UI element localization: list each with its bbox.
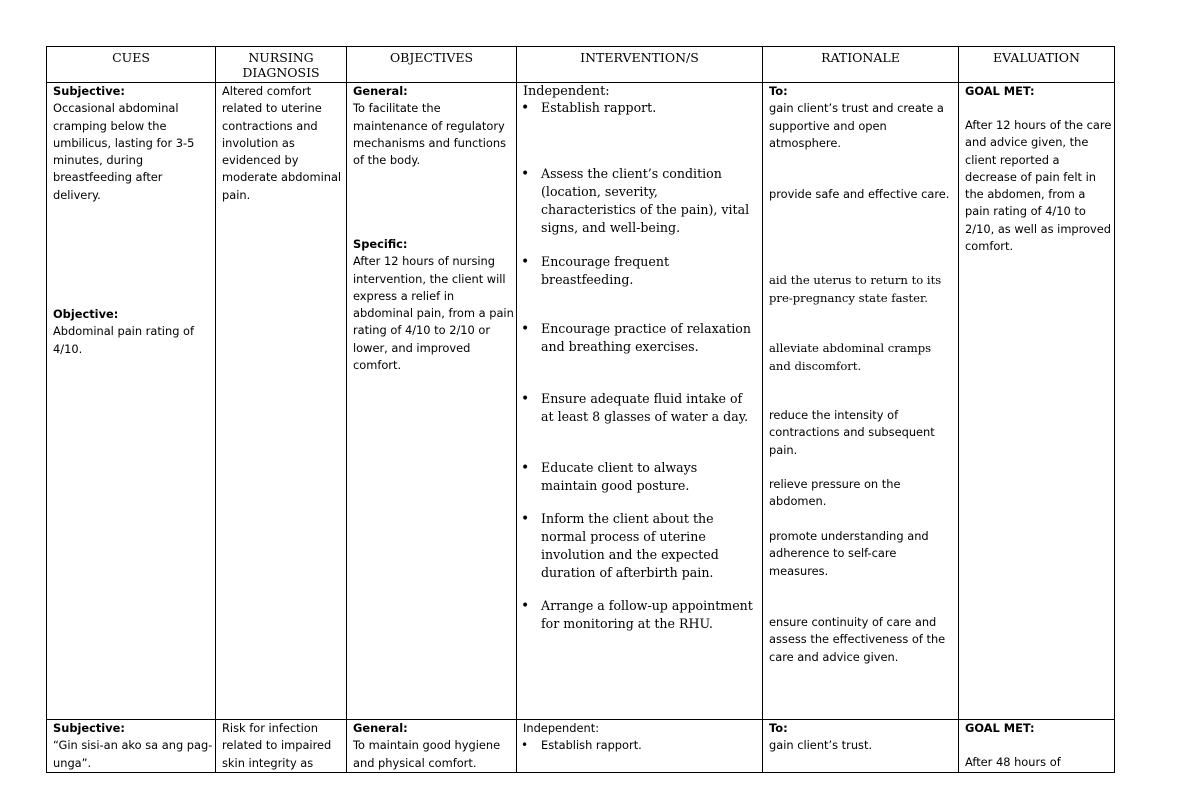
objective-text: Abdominal pain rating of 4/10.: [53, 324, 195, 356]
evaluation-cell: [959, 83, 1115, 720]
goal-met-label: GOAL MET:: [965, 84, 1035, 98]
rationale-item: relieve pressure on the abdomen.: [769, 477, 901, 509]
table-row: [47, 720, 1115, 773]
list-item: • Inform the client about the normal process of uterine involution and the expected duration of afterbirth pain.: [521, 511, 719, 580]
bullet-icon: •: [521, 254, 530, 270]
specific-label: Specific:: [353, 237, 408, 251]
subjective-text: “Gin sisi-an ako sa ang pag-unga”.: [53, 738, 213, 770]
goal-met-label: GOAL MET:: [965, 721, 1035, 735]
list-item: • Arrange a follow-up appointment for monitoring at the RHU.: [521, 598, 753, 631]
evaluation-text: After 12 hours of the care and advice given, the client reported a decrease of pain felt in the abdomen, from a pain rating of 4/10 to 2/10, as well as improved comfort.: [965, 118, 1112, 254]
rationale-item: reduce the intensity of contractions and subsequent pain.: [769, 408, 935, 457]
specific-text: After 12 hours of nursing intervention, the client will express a relief in abdominal pain, from a pain rating of 4/10 to 2/10 or lower, and improved comfort.: [353, 254, 514, 373]
subjective-label: Subjective:: [53, 84, 125, 98]
rationale-item: gain client’s trust.: [769, 738, 873, 753]
rationale-cell: [763, 720, 959, 773]
rationale-item: promote understanding and adherence to self-care measures.: [769, 529, 929, 578]
header-row: [47, 47, 1115, 83]
bullet-icon: •: [521, 100, 530, 116]
independent-label: Independent:: [523, 721, 600, 735]
rationale-item: ensure continuity of care and assess the effectiveness of the care and advice given.: [769, 615, 946, 664]
bullet-icon: •: [521, 738, 529, 752]
to-label: To:: [769, 721, 788, 735]
interventions-cell: [517, 83, 763, 720]
list-item: • Assess the client’s condition (location, severity, characteristics of the pain), vital signs, and well-being.: [521, 166, 750, 235]
diagnosis-text: Risk for infection related to impaired skin integrity as: [222, 721, 332, 770]
objective-label: Objective:: [53, 307, 119, 321]
bullet-icon: •: [521, 321, 530, 337]
diagnosis-text: Altered comfort related to uterine contractions and involution as evidenced by moderate abdominal pain.: [222, 84, 342, 202]
objectives-cell: [347, 720, 517, 773]
diagnosis-cell: [216, 83, 347, 720]
rationale-item: alleviate abdominal cramps and discomfort.: [769, 341, 932, 373]
diagnosis-cell: [216, 720, 347, 773]
header-objectives: OBJECTIVES: [347, 47, 517, 83]
interventions-cell: [517, 720, 763, 773]
list-item: • Encourage frequent breastfeeding.: [521, 254, 670, 287]
objectives-cell: [347, 83, 517, 720]
subjective-label: Subjective:: [53, 721, 125, 735]
header-rationale: RATIONALE: [763, 47, 959, 83]
to-label: To:: [769, 84, 788, 98]
bullet-icon: •: [521, 391, 530, 407]
list-item: • Educate client to always maintain good posture.: [521, 460, 698, 493]
header-evaluation: EVALUATION: [959, 47, 1115, 83]
general-text: To facilitate the maintenance of regulatory mechanisms and functions of the body.: [353, 101, 507, 168]
cues-cell: [47, 83, 216, 720]
evaluation-cell: [959, 720, 1115, 773]
bullet-icon: •: [521, 598, 530, 614]
header-nursing-diagnosis: NURSING DIAGNOSIS: [216, 47, 347, 83]
general-label: General:: [353, 721, 408, 735]
bullet-icon: •: [521, 166, 530, 182]
bullet-icon: •: [521, 511, 530, 527]
header-cues: CUES: [47, 47, 216, 83]
subjective-text: Occasional abdominal cramping below the umbilicus, lasting for 3-5 minutes, during breastfeeding after delivery.: [53, 101, 195, 202]
independent-label: Independent:: [523, 84, 610, 99]
nursing-care-plan-table: [46, 46, 1115, 773]
rationale-item: aid the uterus to return to its pre-pregnancy state faster.: [769, 273, 942, 305]
list-item: • Encourage practice of relaxation and breathing exercises.: [521, 321, 751, 354]
rationale-cell: [763, 83, 959, 720]
bullet-icon: •: [521, 460, 530, 476]
cues-cell: [47, 720, 216, 773]
table-row: [47, 83, 1115, 720]
evaluation-text: After 48 hours of: [965, 755, 1061, 769]
rationale-item: provide safe and effective care.: [769, 187, 950, 201]
rationale-item: gain client’s trust and create a supportive and open atmosphere.: [769, 101, 944, 150]
list-item: • Establish rapport.: [521, 100, 657, 116]
header-interventions: INTERVENTION/S: [517, 47, 763, 83]
list-item: • Ensure adequate fluid intake of at least 8 glasses of water a day.: [521, 391, 749, 424]
general-label: General:: [353, 84, 408, 98]
general-text: To maintain good hygiene and physical comfort.: [353, 738, 501, 770]
list-item: • Establish rapport.: [541, 737, 756, 754]
